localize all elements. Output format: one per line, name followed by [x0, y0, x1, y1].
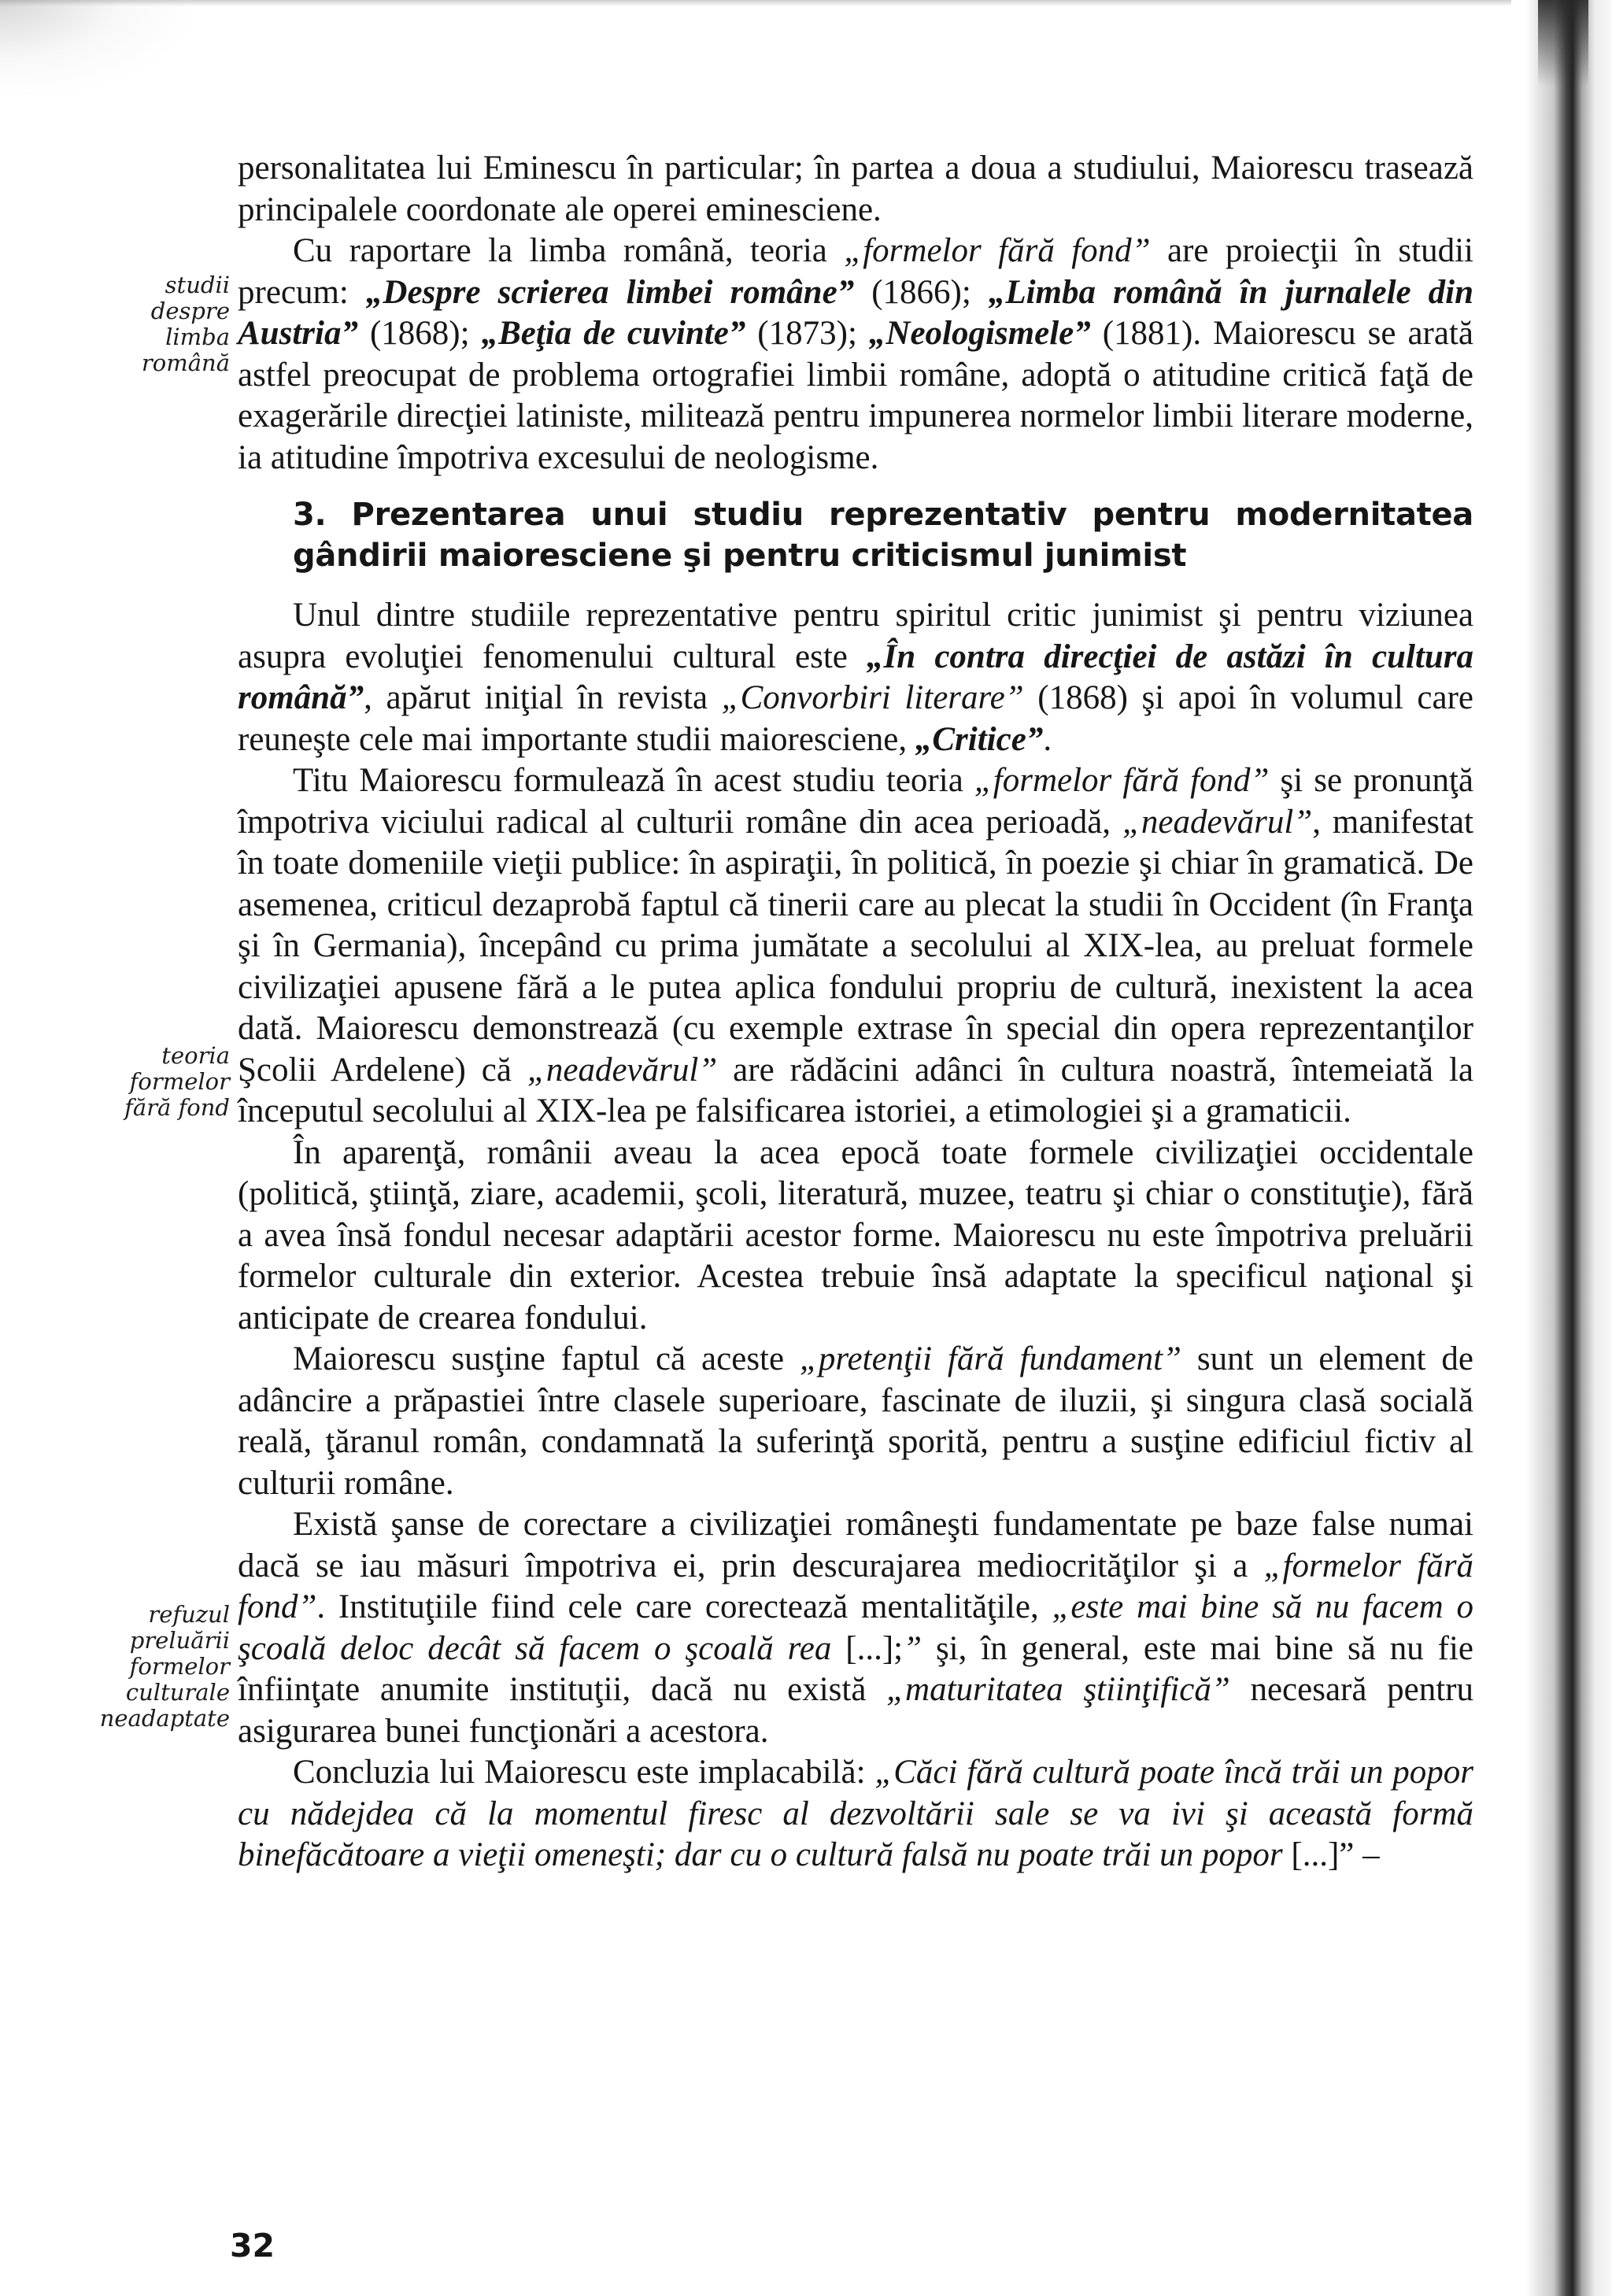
- italic-run: „maturitatea ştiinţifică”: [886, 1671, 1230, 1708]
- italic-run: „neadevărul”: [527, 1051, 718, 1089]
- italic-run: „formelor fără fond”: [844, 232, 1151, 269]
- section-heading: 3. Prezentarea unui studiu reprezentativ pentru modernitatea gândirii maioresciene şi pentru criticismul junimist: [293, 497, 1473, 574]
- text-run: (1868);: [357, 315, 482, 352]
- text-run: Maiorescu susţine faptul că aceste: [293, 1340, 800, 1377]
- text-run: .: [1043, 720, 1052, 758]
- text-run: , manifestat în toate domeniile vieţii publice: în aspiraţii, în politică, în poezie şi chiar în gramatică. De asemenea, criticul dezaprobă faptul că tinerii care au plecat la studii în Occident (în Franţa şi în Germania), începând cu prima jumătate a secolului al XIX-lea, au preluat formele civilizaţiei apusene fără a le putea aplica fondului propriu de cultură, inexistent la acea dată. Maiorescu demonstrează (cu exemple extrase în special din opera reprezentanţilor Şcolii Ardelene) că: [238, 803, 1473, 1089]
- paragraph-6: [238, 1339, 1473, 1504]
- margin-note-line: formelor: [129, 1068, 230, 1095]
- margin-note-line: neadaptate: [99, 1705, 230, 1732]
- italic-run: ”: [903, 1629, 922, 1667]
- text-run: sunt un element de adâncire a prăpastiei între clasele superioare, fascinate de iluzii, şi singura clasă socială reală, ţăranul român, condamnată la suferinţă sporită, pentru a susţine edificiul fictiv al culturii române.: [238, 1340, 1473, 1502]
- margin-note-line: despre: [150, 298, 230, 324]
- paragraph-8: [238, 1752, 1473, 1876]
- italic-run: „neadevărul”: [1122, 803, 1313, 841]
- paragraph-7: [238, 1504, 1473, 1752]
- text-run: Unul dintre studiile reprezentative pentru spiritul critic junimist şi pentru viziunea asupra evoluţiei fenomenului cultural este: [238, 597, 1473, 675]
- text-run: Concluzia lui Maiorescu este implacabilă:: [293, 1754, 875, 1791]
- margin-note-line: formelor: [129, 1653, 230, 1680]
- text-run: (1868) şi apoi în volumul care reuneşte cele mai importante studii maioresciene,: [238, 679, 1473, 758]
- italic-run: „pretenţii fără fundament”: [800, 1340, 1181, 1377]
- text-run: (1881). Maiorescu se arată astfel preocupat de problema ortografiei limbii române, adoptă o atitudine critică faţă de exagerările direcţiei latiniste, militează pentru impunerea normelor limbii literare moderne, ia atitudine împotriva excesului de neologisme.: [238, 315, 1473, 476]
- text-run: Cu raportare la limba română, teoria: [293, 232, 845, 269]
- paragraph-4: [238, 760, 1473, 1133]
- italic-run: „este mai bine să nu facem o şcoală deloc decât să facem o şcoală rea: [238, 1588, 1473, 1667]
- margin-note-line: română: [141, 349, 230, 376]
- text-run: are rădăcini adânci în cultura noastră, întemeiată la începutul secolului al XIX-lea pe falsificarea istoriei, a etimologiei şi a gramaticii.: [238, 1051, 1473, 1130]
- text-run: Există şanse de corectare a civilizaţiei româneşti fundamentate pe baze false numai dacă se iau măsuri împotriva ei, prin descurajarea mediocrităţilor şi a: [238, 1506, 1473, 1584]
- margin-note-line: limba: [165, 324, 230, 350]
- study-title: „Critice”: [915, 720, 1044, 758]
- margin-note-refuzul-prelurii: [72, 1602, 230, 1732]
- margin-note-studii-despre-limba-romana: [72, 272, 230, 376]
- text-run: necesară pentru asigurarea bunei funcţionări a acestora.: [238, 1671, 1474, 1750]
- margin-note-line: culturale: [125, 1679, 230, 1706]
- italic-run: „formelor fără fond”: [238, 1547, 1473, 1625]
- scan-shadow-top: [0, 0, 1511, 6]
- margin-note-line: teoria: [161, 1042, 230, 1069]
- text-run: , apărut iniţial în revista: [364, 679, 722, 716]
- book-spine-shadow: [1525, 0, 1612, 2296]
- study-title: „Limba română în jurnalele din Austria”: [238, 273, 1473, 352]
- text-run: (1866);: [854, 273, 989, 311]
- margin-note-teoria-formelor: [72, 1043, 230, 1121]
- italic-run: „Convorbiri literare”: [721, 679, 1024, 716]
- text-run: Titu Maiorescu formulează în acest studiu teoria: [293, 762, 974, 799]
- margin-note-line: fără fond: [124, 1094, 230, 1121]
- study-title: „Neologismele”: [868, 315, 1091, 352]
- text-run: . Instituţiile fiind cele care corectează mentalităţile,: [316, 1588, 1052, 1625]
- text-run: (1873);: [745, 315, 869, 352]
- paragraph-5: [238, 1133, 1473, 1340]
- text-run: şi se pronunţă împotriva viciului radical al culturii române din acea perioadă,: [238, 762, 1473, 841]
- margin-note-line: preluării: [129, 1627, 230, 1654]
- scan-shadow-corner: [0, 0, 189, 94]
- book-spine-cap: [1538, 0, 1588, 87]
- study-title: „Beţia de cuvinte”: [481, 315, 746, 352]
- italic-run: „formelor fără fond”: [974, 762, 1270, 799]
- paragraph-3: [238, 595, 1473, 760]
- text-run: personalitatea lui Eminescu în particular; în partea a doua a studiului, Maiorescu trasează principalele coordonate ale operei eminesciene.: [238, 150, 1473, 228]
- italic-run: „Căci fără cultură poate încă trăi un popor cu nădejdea că la momentul firesc al dezvoltării sale se va ivi şi această formă binefăcătoare a vieţii omeneşti; dar cu o cultură falsă nu poate trăi un popor: [238, 1754, 1473, 1873]
- text-run: şi, în general, este mai bine să nu fie înfiinţate anumite instituţii, dacă nu există: [238, 1629, 1473, 1708]
- page-number: 32: [230, 2227, 275, 2265]
- margin-note-line: studii: [165, 272, 230, 298]
- paragraph-2: [238, 231, 1473, 479]
- text-run: are proiecţii în studii precum:: [238, 232, 1474, 311]
- page-body: [238, 148, 1473, 1876]
- text-run: [...];: [831, 1629, 904, 1667]
- paragraph-1: [238, 148, 1473, 231]
- text-run: [...]” –: [1282, 1836, 1380, 1873]
- study-title: „Despre scrierea limbei române”: [365, 273, 855, 311]
- text-run: În aparenţă, românii aveau la acea epocă toate formele civilizaţiei occidentale (politică, ştiinţă, ziare, academii, şcoli, literatură, muzee, teatru şi chiar o constituţie), fără a avea însă fondul necesar adaptării acestor forme. Maiorescu nu este împotriva preluării formelor culturale din exterior. Acestea trebuie însă adaptate la specificul naţional şi anticipate de crearea fondului.: [238, 1133, 1473, 1337]
- margin-note-line: refuzul: [148, 1601, 230, 1628]
- study-title: „În contra direcţiei de astăzi în cultura română”: [238, 638, 1473, 716]
